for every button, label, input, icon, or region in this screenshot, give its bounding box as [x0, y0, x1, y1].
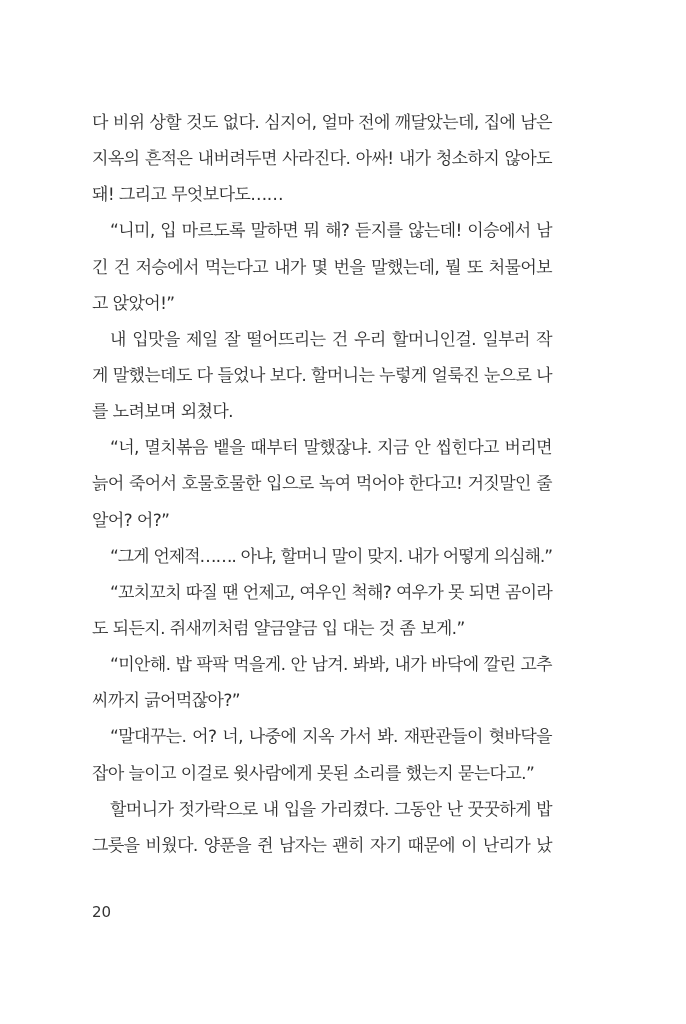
text-line: “니미, 입 마르도록 말하면 뭐 해? 듣지를 않는데! 이승에서 남: [110, 221, 552, 242]
text-line: 그릇을 비웠다. 양푼을 쥔 남자는 괜히 자기 때문에 이 난리가 났: [92, 835, 552, 856]
text-line: 다 비위 상할 것도 없다. 심지어, 얼마 전에 깨달았는데, 집에 남은: [92, 113, 552, 133]
text-line: 할머니가 젓가락으로 내 입을 가리켰다. 그동안 난 꿋꿋하게 밥: [110, 799, 552, 820]
text-line: “말대꾸는. 어? 너, 나중에 지옥 가서 봐. 재판관들이 혓바닥을: [110, 727, 552, 748]
text-line: 지옥의 흔적은 내버려두면 사라진다. 아싸! 내가 청소하지 않아도: [92, 149, 552, 170]
text-line: 긴 건 저승에서 먹는다고 내가 몇 번을 말했는데, 뭘 또 처물어보: [92, 257, 552, 278]
text-line: 게 말했는데도 다 들었나 보다. 할머니는 누렇게 얼룩진 눈으로 나: [92, 365, 552, 386]
text-line: “미안해. 밥 팍팍 먹을게. 안 남겨. 봐봐, 내가 바닥에 깔린 고추: [110, 655, 552, 676]
page-number: 20: [92, 903, 112, 921]
text-line: 도 되든지. 쥐새끼처럼 얄금얄금 입 대는 것 좀 보게.”: [92, 618, 465, 639]
text-line: 씨까지 긁어먹잖아?”: [92, 691, 241, 712]
text-line: 늙어 죽어서 호물호물한 입으로 녹여 먹어야 한다고! 거짓말인 줄: [92, 474, 552, 495]
text-line: “그게 언제적……. 아냐, 할머니 말이 맞지. 내가 어떻게 의심해.”: [110, 546, 552, 567]
text-line: “꼬치꼬치 따질 땐 언제고, 여우인 척해? 여우가 못 되면 곰이라: [110, 582, 552, 603]
text-line: 알어? 어?”: [92, 510, 170, 531]
text-line: 를 노려보며 외쳤다.: [92, 402, 233, 423]
text-line: 고 앉았어!”: [92, 293, 175, 314]
text-line: 돼! 그리고 무엇보다도……: [92, 185, 284, 206]
body-text: [92, 105, 552, 864]
text-line: 내 입맛을 제일 잘 떨어뜨리는 건 우리 할머니인걸. 일부러 작: [110, 329, 552, 350]
text-line: 잡아 늘이고 이걸로 윗사람에게 못된 소리를 했는지 묻는다고.”: [92, 763, 535, 784]
text-line: “너, 멸치볶음 뱉을 때부터 말했잖냐. 지금 안 씹힌다고 버리면: [110, 438, 552, 459]
